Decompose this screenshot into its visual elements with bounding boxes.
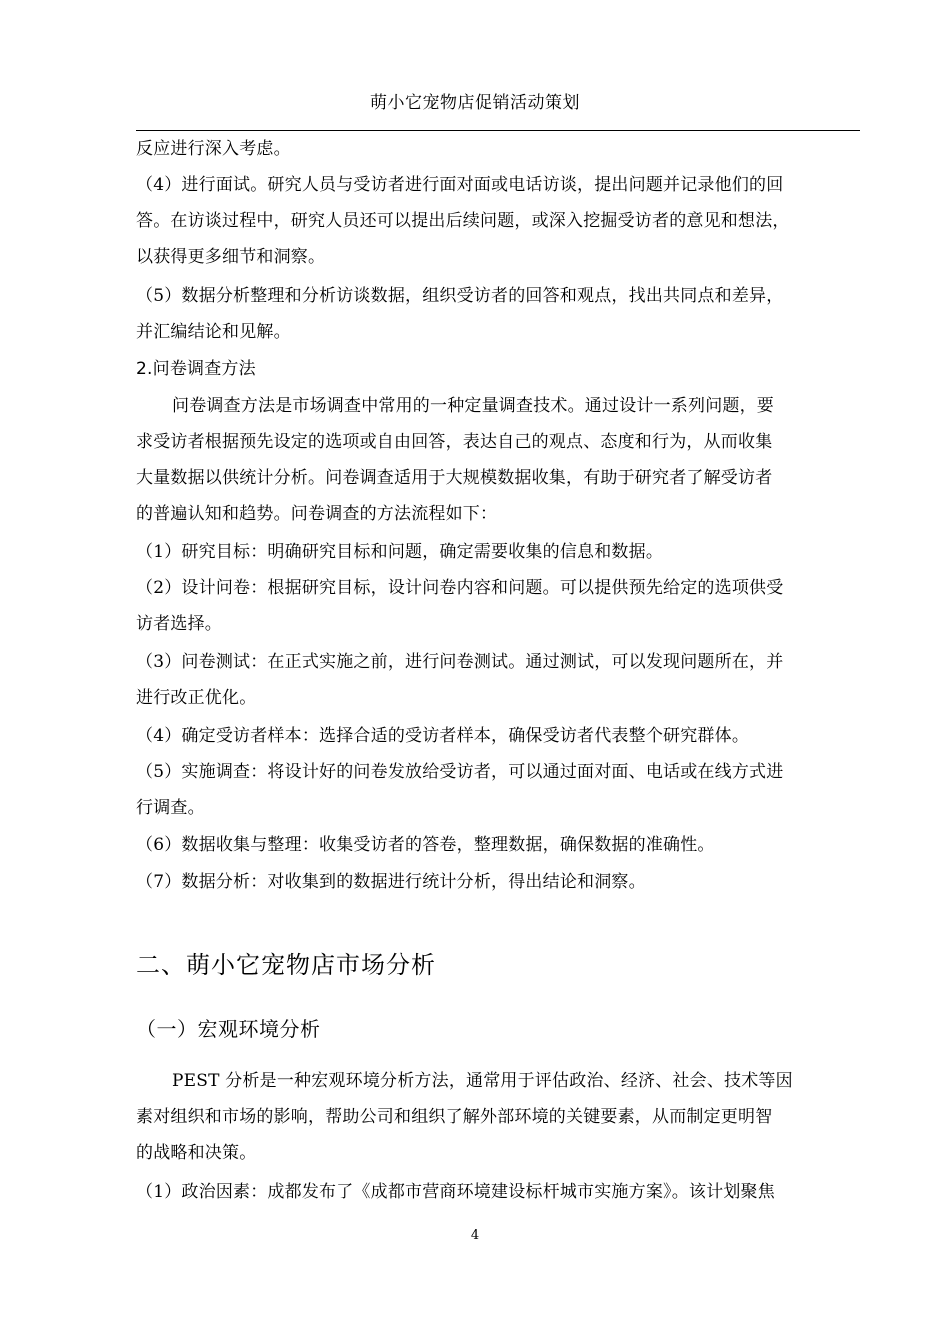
paragraph-line: 进行改正优化。 bbox=[136, 688, 257, 708]
paragraph-line: （5）数据分析整理和分析访谈数据，组织受访者的回答和观点，找出共同点和差异， bbox=[136, 286, 784, 306]
subsection-heading: （一）宏观环境分析 bbox=[136, 1017, 321, 1041]
paragraph-line: 的普遍认知和趋势。问卷调查的方法流程如下： bbox=[136, 504, 498, 524]
paragraph-line: 并汇编结论和见解。 bbox=[136, 322, 291, 342]
paragraph-line: PEST 分析是一种宏观环境分析方法，通常用于评估政治、经济、社会、技术等因 bbox=[172, 1071, 793, 1091]
paragraph-line: 问卷调查方法是市场调查中常用的一种定量调查技术。通过设计一系列问题，要 bbox=[172, 396, 774, 416]
paragraph-line: 以获得更多细节和洞察。 bbox=[136, 247, 326, 267]
paragraph-line: （4）确定受访者样本：选择合适的受访者样本，确保受访者代表整个研究群体。 bbox=[136, 726, 750, 746]
paragraph-line: 行调查。 bbox=[136, 798, 205, 818]
paragraph-line: （4）进行面试。研究人员与受访者进行面对面或电话访谈，提出问题并记录他们的回 bbox=[136, 175, 784, 195]
paragraph-line: （2）设计问卷：根据研究目标，设计问卷内容和问题。可以提供预先给定的选项供受 bbox=[136, 578, 784, 598]
section-heading: 二、萌小它宠物店市场分析 bbox=[136, 951, 436, 979]
page-header-title: 萌小它宠物店促销活动策划 bbox=[370, 93, 580, 113]
paragraph-line: （7）数据分析：对收集到的数据进行统计分析，得出结论和洞察。 bbox=[136, 872, 646, 892]
subsection-heading: 2.问卷调查方法 bbox=[136, 359, 256, 379]
paragraph-line: 访者选择。 bbox=[136, 614, 222, 634]
paragraph-line: （6）数据收集与整理：收集受访者的答卷，整理数据，确保数据的准确性。 bbox=[136, 835, 715, 855]
paragraph-line: 求受访者根据预先设定的选项或自由回答，表达自己的观点、态度和行为，从而收集 bbox=[136, 432, 773, 452]
paragraph-line: 大量数据以供统计分析。问卷调查适用于大规模数据收集，有助于研究者了解受访者 bbox=[136, 468, 773, 488]
paragraph-line: 反应进行深入考虑。 bbox=[136, 139, 291, 159]
paragraph-line: （1）研究目标：明确研究目标和问题，确定需要收集的信息和数据。 bbox=[136, 542, 664, 562]
paragraph-line: 答。在访谈过程中，研究人员还可以提出后续问题，或深入挖掘受访者的意见和想法， bbox=[136, 211, 790, 231]
header-rule bbox=[136, 130, 860, 131]
paragraph-line: （5）实施调查：将设计好的问卷发放给受访者，可以通过面对面、电话或在线方式进 bbox=[136, 762, 784, 782]
paragraph-line: （3）问卷测试：在正式实施之前，进行问卷测试。通过测试，可以发现问题所在，并 bbox=[136, 652, 784, 672]
paragraph-line: 素对组织和市场的影响，帮助公司和组织了解外部环境的关键要素，从而制定更明智 bbox=[136, 1107, 773, 1127]
paragraph-line: （1）政治因素：成都发布了《成都市营商环境建设标杆城市实施方案》。该计划聚焦 bbox=[136, 1182, 775, 1202]
paragraph-line: 的战略和决策。 bbox=[136, 1143, 257, 1163]
page-number: 4 bbox=[470, 1228, 480, 1243]
